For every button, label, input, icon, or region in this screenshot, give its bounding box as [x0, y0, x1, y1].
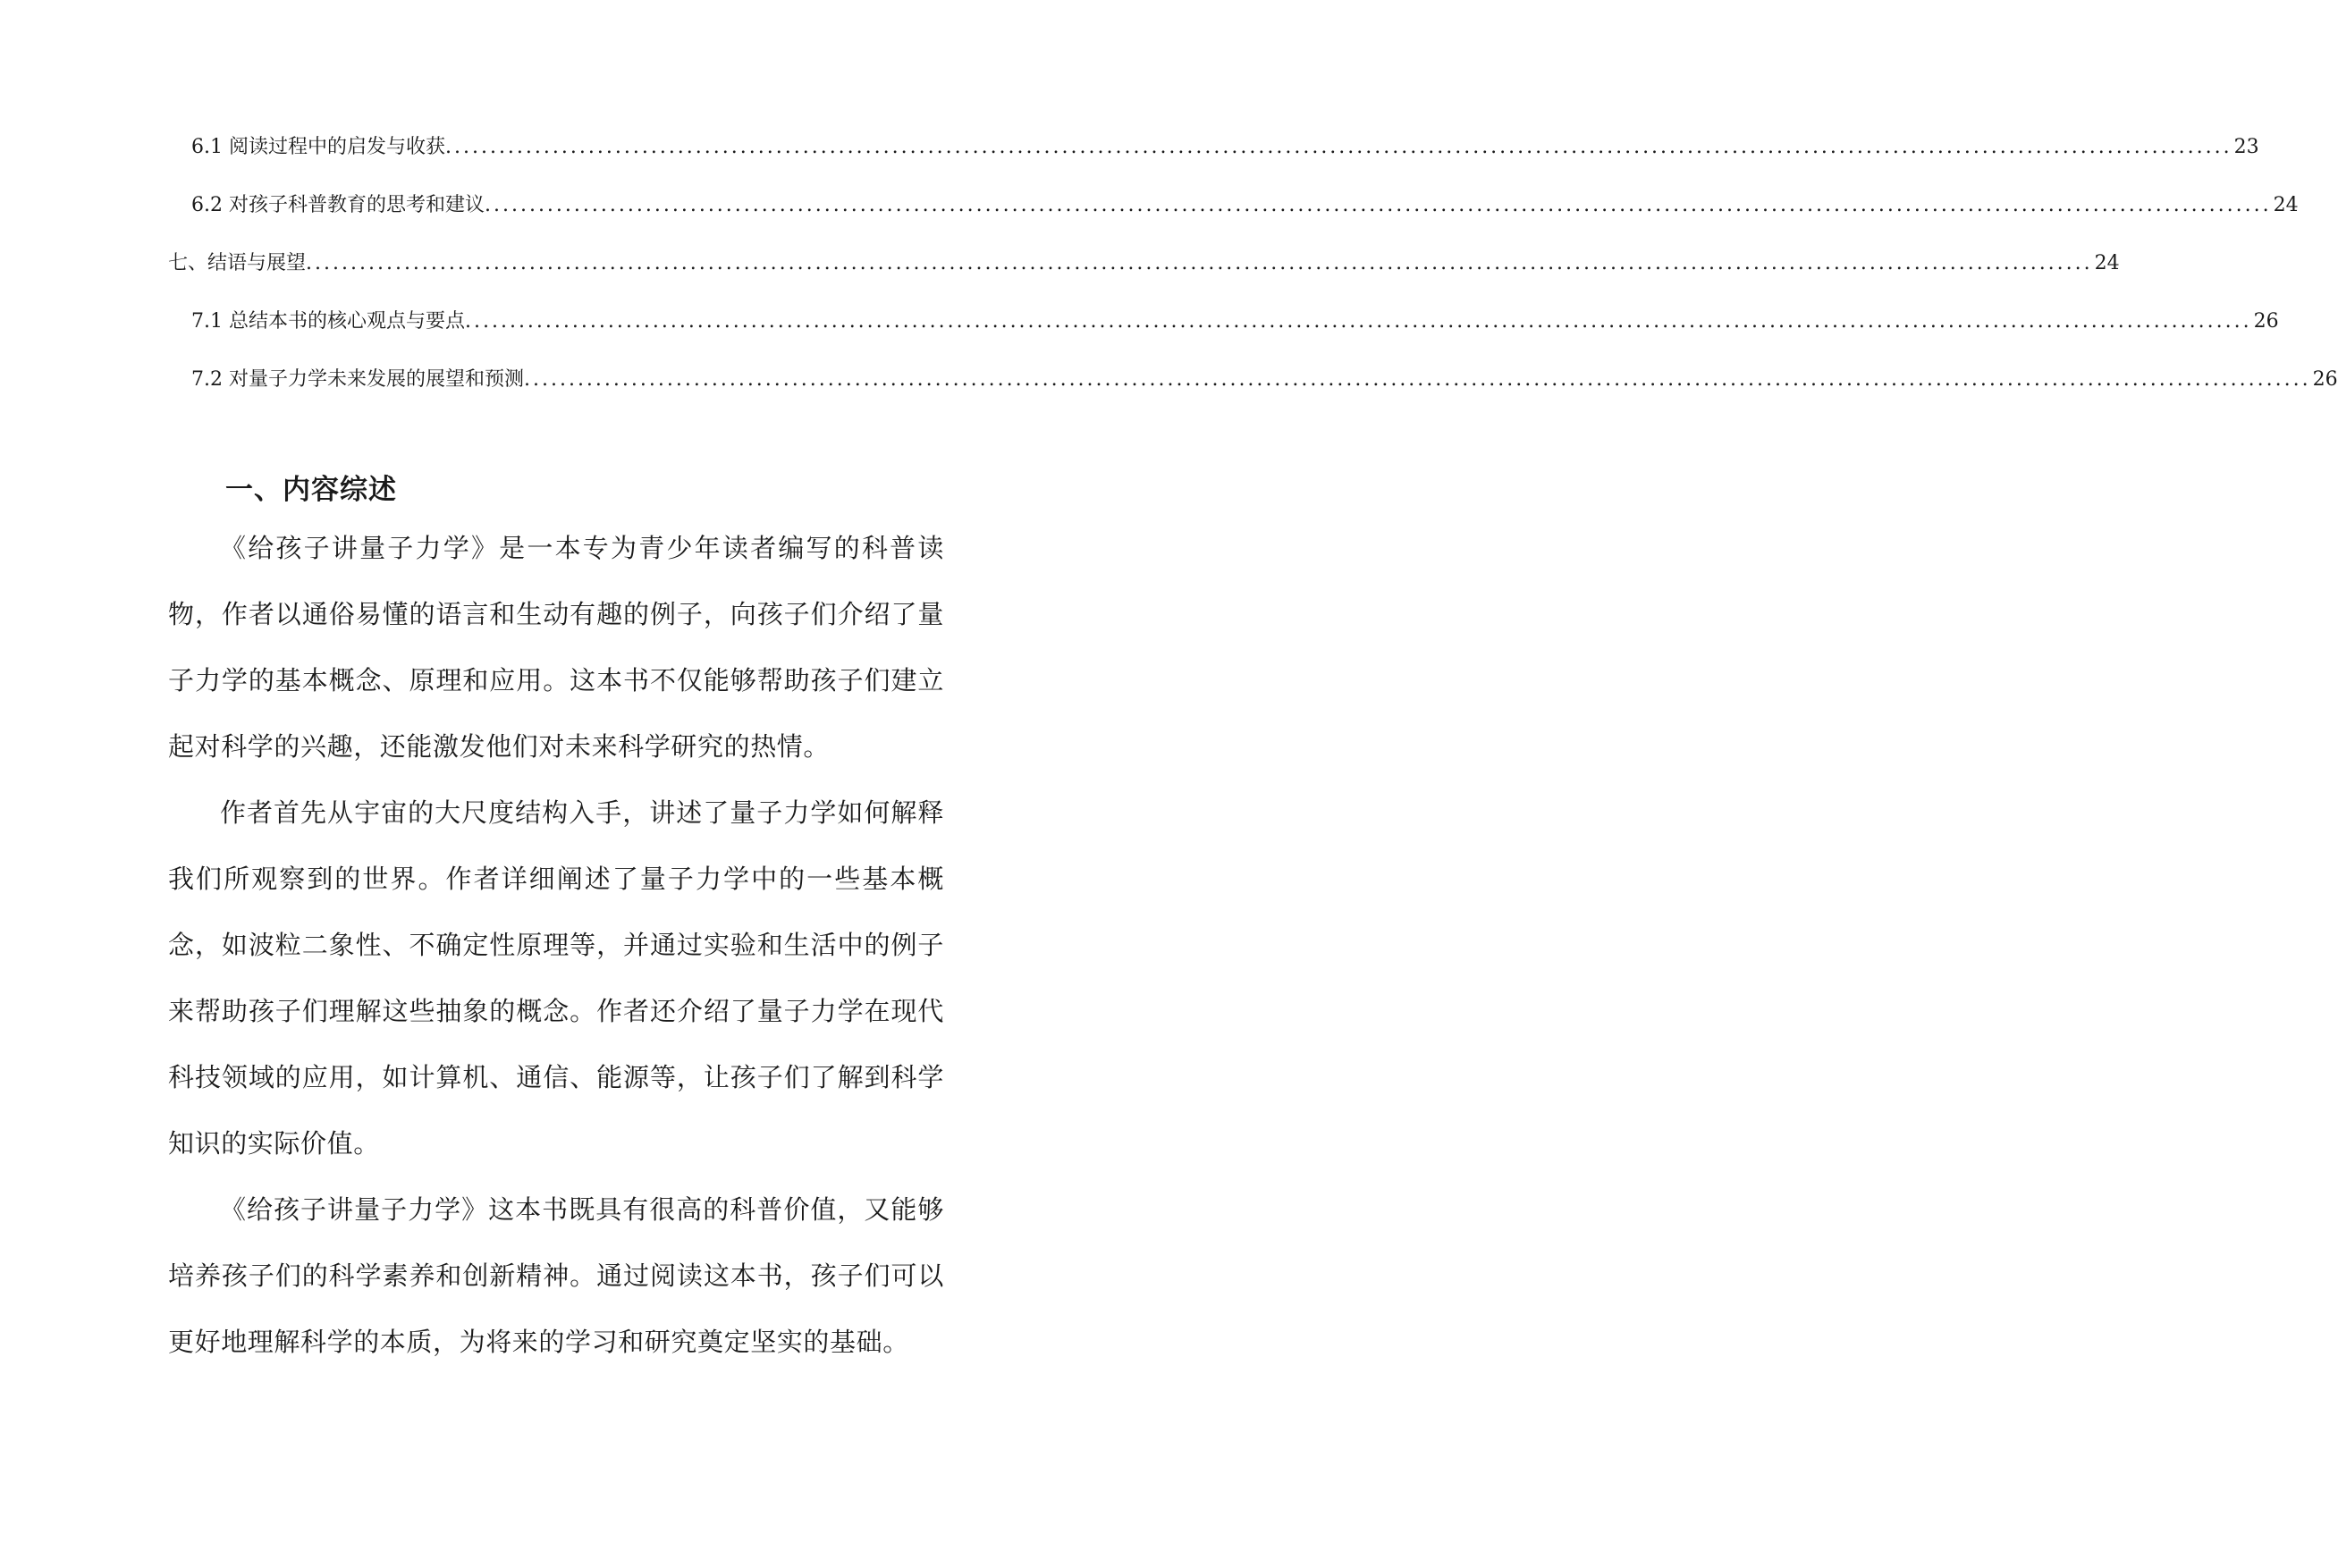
- section-body: [168, 515, 944, 1375]
- toc-entry[interactable]: [168, 307, 2279, 365]
- toc-entry-title: 6.1 阅读过程中的启发与收获: [191, 136, 445, 158]
- body-paragraph: 作者首先从宇宙的大尺度结构入手，讲述了量子力学如何解释我们所观察到的世界。作者详细阐述了量子力学中的一些基本概念，如波粒二象性、不确定性原理等，并通过实验和生活中的例子来帮助孩子们理解这些抽象的概念。作者还介绍了量子力学在现代科技领域的应用，如计算机、通信、能源等，让孩子们了解到科学知识的实际价值。: [168, 797, 944, 1159]
- toc-entry-title: 7.1 总结本书的核心观点与要点: [191, 310, 465, 333]
- toc-entry-page: 23: [2233, 136, 2259, 158]
- toc-entry[interactable]: [168, 190, 2299, 249]
- toc-leader-dots: ........................................................................................................................................................................................................: [464, 310, 2252, 333]
- toc-entry-page: 24: [2273, 194, 2299, 216]
- toc-entry-title: 7.2 对量子力学未来发展的展望和预测: [191, 368, 524, 391]
- toc-entry[interactable]: [168, 365, 2338, 423]
- toc-leader-dots: ........................................................................................................................................................................................................: [444, 136, 2232, 158]
- toc-entry-title: 6.2 对孩子科普教育的思考和建议: [191, 194, 485, 216]
- toc-entry[interactable]: [168, 132, 2259, 190]
- toc-entry-page: 26: [2312, 368, 2338, 391]
- toc-entry[interactable]: [168, 249, 2120, 307]
- body-paragraph: 《给孩子讲量子力学》是一本专为青少年读者编写的科普读物，作者以通俗易懂的语言和生动有趣的例子，向孩子们介绍了量子力学的基本概念、原理和应用。这本书不仅能够帮助孩子们建立起对科学的兴趣，还能激发他们对未来科学研究的热情。: [168, 533, 944, 762]
- toc-entry-page: 26: [2253, 310, 2279, 333]
- table-of-contents: [168, 132, 2338, 423]
- toc-leader-dots: ........................................................................................................................................................................................................: [306, 252, 2093, 274]
- toc-leader-dots: ........................................................................................................................................................................................................: [523, 368, 2311, 391]
- toc-entry-title: 七、结语与展望: [168, 252, 307, 274]
- toc-leader-dots: ........................................................................................................................................................................................................: [484, 194, 2272, 216]
- toc-entry-page: 24: [2094, 252, 2120, 274]
- section-heading: 一、内容综述: [225, 473, 397, 506]
- body-paragraph: 《给孩子讲量子力学》这本书既具有很高的科普价值，又能够培养孩子们的科学素养和创新精神。通过阅读这本书，孩子们可以更好地理解科学的本质，为将来的学习和研究奠定坚实的基础。: [168, 1194, 944, 1357]
